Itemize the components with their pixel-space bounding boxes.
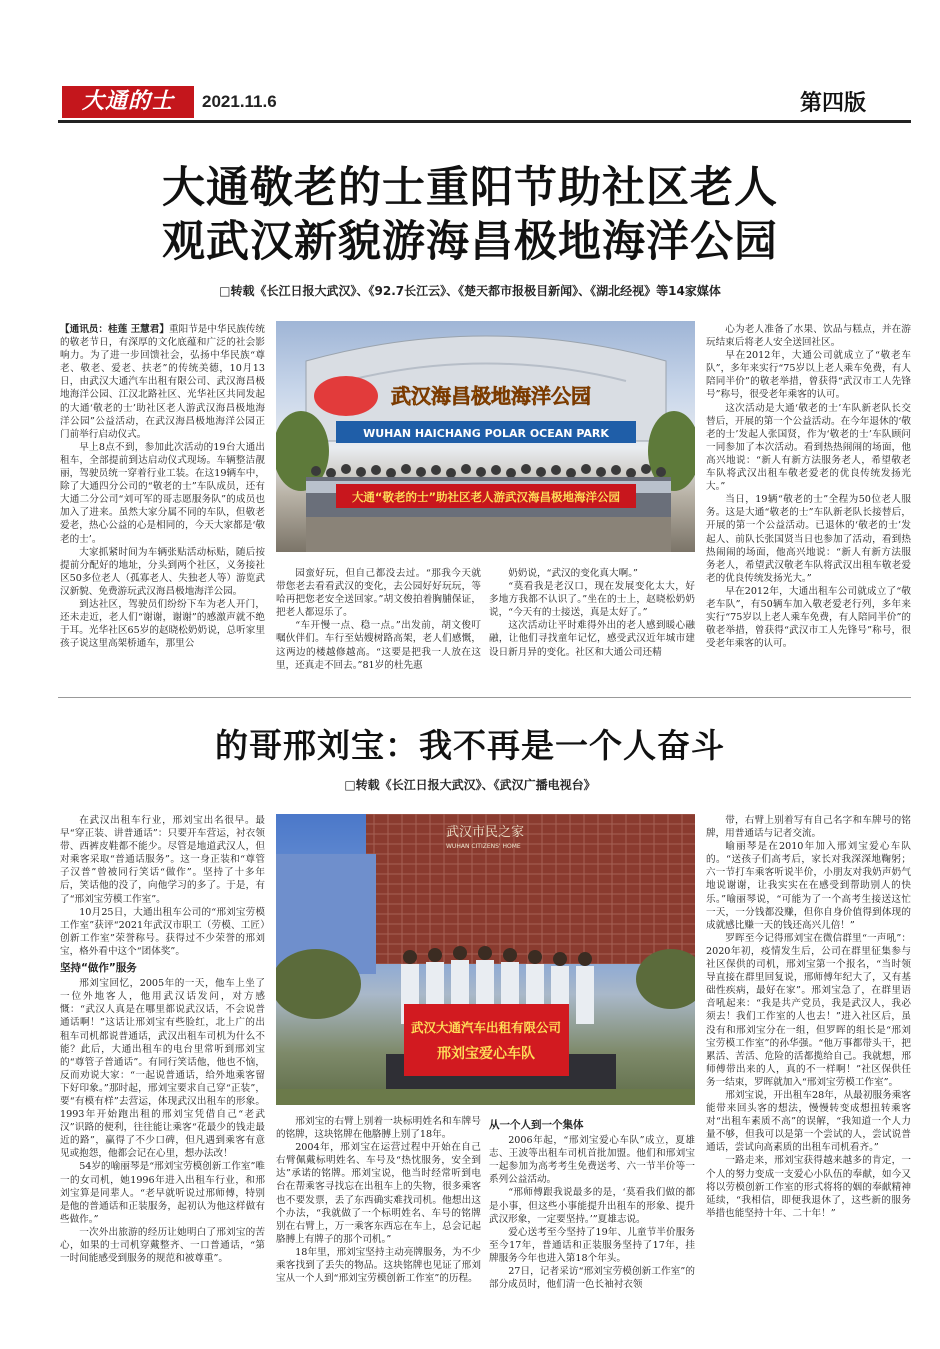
paragraph: 大家抓紧时间为车辆张贴活动标贴，随后按提前分配好的地址，分头到两个社区，义务接社区50多位老人（孤寡老人、失独老人等）游览武汉新貌、免费游玩武汉海昌极地海洋公园。 [60,546,265,597]
section-subhead: 坚持“做作”服务 [60,962,137,975]
article2-photo [276,814,695,1105]
section-subhead: 从一个人到一个集体 [489,1119,584,1131]
photo-banner-text: 大通“敬老的士”助社区老人游武汉海昌极地海洋公园 [351,490,621,504]
paragraph: 一次外出旅游的经历让她明白了邢刘宝的苦心，如果的士司机穿戴整齐、一口普通话，“第一时间能感受到服务的规范和被尊重”。 [60,1226,265,1265]
paragraph: 邢刘宝的右臂上别着一块标明姓名和车牌号的铭牌，这块铭牌在他胳膊上别了18年。 [276,1116,481,1141]
article2-source: □转载《长江日报大武汉》、《武汉广播电视台》 [344,778,596,792]
paragraph [60,323,265,441]
paragraph: 一路走来，邢刘宝获得越来越多的肯定，一个人的努力变成一支爱心小队伍的奉献，如今又将以劳模创新工作室的形式将将的姻的奉献精神延续，“我相信，即便我退休了，这些新的服务举措也能坚持十年、二十年！” [706,1155,911,1219]
paragraph: “莫看我是老汉口，现在发展变化太大，好多地方我都不认识了。”坐在的士上，赵晓松奶奶说，“今天有的士接送，真是太好了。” [489,581,695,619]
paragraph: “邢师傅跟我说最多的是，‘莫看我们做的都是小事，但这些小事能提升出租车的形象、提升武汉形象，一定要坚持。’”夏雄志说。 [489,1187,695,1225]
building-sign-cn: 武汉市民之家 [446,825,525,840]
paragraph: 喻丽琴是在2010年加入邢刘宝爱心车队的。“送孩子们高考后，家长对我深深地鞠躬；六一节打车乘客听说半价，小朋友对我奶声奶气地说谢谢，让我实实在在感受到帮助别人的快乐。”喻丽琴说，“可能为了一个高考生接送这忙一天，一分钱都没赚，但你自身价值得到体现的成就感比赚一天的钱还高兴儿倍！” [706,841,911,931]
paragraph: 这次活动是大通‘敬老的士’车队新老队长交替后，开展的第一个公益活动。在今年退休的‘敬老的士’发起人张国贤，作为‘敬老的士’车队顾问一同参加了本次活动。看到热热闹闹的场面，他高兴地说：“新人有新方法服务老人，希望敬老车队将武汉出租车敬老爱老的优良传统发扬光大。” [706,402,911,493]
paragraph: 2006年起，“邢刘宝爱心车队”成立，夏雄志、王波等出租车司机首批加盟。他们和邢刘宝一起参加为高考考生免费送考、六一节半价等一系列公益活动。 [489,1135,695,1186]
paragraph: 早在2012年，大通出租车公司就成立了“敬老车队”，有50辆车加入敬老爱老行列，多年来实行“75岁以上老人乘车免费，有人陪同半价”的敬老举措，曾获得“武汉市工人先锋号”称号，很受老年乘客的认可。 [706,585,911,650]
article2-column-3 [489,1115,695,1335]
article2-column-2 [276,1115,481,1335]
photo-team-banner [276,814,695,1105]
paragraph: 早在2012年，大通公司就成立了“敬老车队”，多年来实行“75岁以上老人乘车免费，有人陪同半价”的敬老举措，曾获得“武汉市工人先锋号”称号，很受老年乘客的认可。 [706,350,911,401]
paragraph: 27日，记者采访“邢刘宝劳模创新工作室”的部分成员时，他们清一色长袖衬衣领 [489,1266,695,1291]
article1-column-3 [489,567,695,692]
article1-column-4 [706,323,911,691]
park-sign-en: WUHAN HAICHANG POLAR OCEAN PARK [363,427,609,440]
article1-title-line2: 观武汉新貌游海昌极地海洋公园 [162,217,778,267]
photo-group-ocean-park [276,321,695,552]
article-divider [58,697,911,698]
masthead-rule [58,120,911,123]
paragraph: 园蛮好玩，但自己都没去过。“那我今天就带您老去看看武汉的变化，去公园好好玩玩，等哈再把您老安全送回家。”胡文俊拍着胸脯保证，把老人都逗乐了。 [276,568,481,619]
issue-date: 2021.11.6 [202,92,277,111]
banner-team: 邢刘宝爱心车队 [437,1046,535,1062]
paragraph: 2004年，邢刘宝在运营过程中开始在自己右臂佩戴标明姓名、车号及“热忱服务，安全到达”承诺的铭牌。邢刘宝说，他当时经常听到电台在帮乘客寻找忘在出租车上的失物，很多乘客也不要发票，丢了东西确实难找司机。他想出这个办法，“我就做了一个标明姓名、车号的铭牌别在右臂上，万一乘客东西忘在车上，总会记起胳膊上有牌子的那个司机。” [276,1142,481,1245]
paragraph: 到达社区，驾驶员们纷纷下车为老人开门，还未走近，老人们“谢谢，谢谢”的感激声就不绝于耳。光华社区65岁的赵晓松奶奶说，总听家里孩子说这里高架桥通车，那里公 [60,598,265,650]
article2-column-4 [706,814,911,1334]
paragraph: 这次活动让平时难得外出的老人感到暖心融融，让他们寻找童年记忆，感受武汉近年城市建设日新月异的变化。社区和大通公司还精 [489,620,695,658]
article2-title: 的哥邢刘宝：我不再是一个人奋斗 [215,726,725,765]
article1-column-1 [60,323,265,691]
paragraph-text: 重阳节是中华民族传统的敬老节日，有深厚的文化底蕴和广泛的社会影响力。为了进一步回馈社会，弘扬中华民族“尊老、敬老、爱老、扶老”的传统美德，10月13日，由武汉大通汽车出租有限公司、武汉海昌极地海洋公园、江汉北路社区、光华社区共同发起的大通‘敬老的士’助社区老人游武汉海昌极地海洋公园”公益活动，在武汉海昌极地海洋公园正门前举行启动仪式。 [60,324,265,440]
paragraph: 奶奶说，“武汉的变化真大啊。” [508,568,638,579]
paragraph: 心为老人准备了水果、饮品与糕点，并在游玩结束后将老人安全送回社区。 [706,324,911,349]
article1-photo [276,321,695,552]
paragraph: “车开慢一点、稳一点。”出发前，胡文俊叮嘱伙伴们。车行至姑嫂树路高架，老人们感慨，这两边的楼越修越高。“这要是把我一人放在这里，还真走不回去。”81岁的杜先惠 [276,620,481,671]
paragraph: 带，右臂上别着写有自己名字和车牌号的铭牌，用普通话与记者交流。 [706,815,911,840]
article1-column-2 [276,567,481,692]
park-sign-cn: 武汉海昌极地海洋公园 [391,384,591,408]
building-sign-en: WUHAN CITIZENS' HOME [446,843,521,850]
paragraph: 当日，19辆“敬老的士”全程为50位老人服务。这是大通“敬老的士”车队新老队长接替后，开展的第一个公益活动。已退休的‘敬老的士’发起人、前队长张国贤当日也参加了活动，看到热热闹闹的场面，他高兴地说：“新人有新方法服务老人，希望武汉敬老车队将武汉出租车敬老爱老的优良传统发扬光大。” [706,494,911,584]
article2-column-1 [60,814,265,1334]
edition-label: 第四版 [800,91,867,116]
paragraph: 10月25日，大通出租车公司的“邢刘宝劳模工作室”获评“2021年武汉市职工（劳模、工匠）创新工作室”荣誉称号。获得过不少荣誉的邢刘宝，格外看中这个“团体奖”。 [60,906,265,957]
paragraph: 54岁的喻丽琴是“邢刘宝劳模创新工作室”唯一的女司机，她1996年进入出租车行业，和邢刘宝算是同辈人。“老早就听说过邢师傅，特别是他的普通话和正装服务，起初认为他这样做有些做作。” [60,1161,265,1225]
byline: 【通讯员：桂莲 王慧君】 [60,324,169,335]
paragraph: 早上8点不到，参加此次活动的19台大通出租车，全部提前到达启动仪式现场。车辆整洁靓丽，驾驶员统一穿着行业工装。在这19辆车中，除了大通四分公司的“敬老的士”车队成员，还有大通二分公司“刘可军的哥志愿服务队”的成员也加入了进来。虽然大家分属不同的车队，但敬老爱老，热心公益的心是相同的，今天大家都是‘敬老的士’。 [60,441,265,545]
paragraph: 18年里，邢刘宝坚持主动亮牌服务，为不少乘客找到了丢失的物品。这块铭牌也见证了邢刘宝从一个人到“邢刘宝劳模创新工作室”的历程。 [276,1246,481,1285]
paragraph: 在武汉出租车行业，邢刘宝出名很早。最早“穿正装、讲普通话”：只要开车营运，衬衣领带、西裤皮鞋都不能少。尽管是地道武汉人，但对乘客采取“普通话服务”。这一身正装和“尊管子汉普”曾被同行笑话“做作”。坚持了十多年后，笑话他的没了，向他学习的多了。于是，有了“邢刘宝劳模工作室”。 [60,815,265,905]
paragraph: 罗晖至今记得邢刘宝在微信群里“一声吼”：2020年初，疫情发生后，公司在群里征集参与社区保供的司机，邢刘宝第一个报名，“当时领导直接在群里回复说，邢师傅年纪大了，又有基础性疾病，最好在家”。邢刘宝急了，在群里语音吼起来：“我是共产党员，我是武汉人，我必须去！我们工作室的人也去！”进入社区后，虽没有和邢刘宝分在一组，但罗晖的组长是“邢刘宝劳模工作室”的孙华强。“他万事都带头干，把累活、苦活、危险的活都揽给自己。我就想，邢师傅带出来的人，真的不一样啊！”社区保供任务一结束，罗晖就加入“邢刘宝劳模工作室”。 [706,932,911,1088]
paragraph: 邢刘宝回忆，2005年的一天，他车上坐了一位外地客人，他用武汉话发问，对方感慨：“武汉人真是在哪里都说武汉话，不会说普通话啊！”这话让邢刘宝有些脸红，北上广的出租车司机都说普通话，武汉出租车司机为什么不能？此后，大通出租车的电台里常听到邢刘宝的“尊管子普通话”。有同行笑话他，他也不恼，反而劝说大家：“一起说普通话，给外地乘客留下好印象。”那时起，邢刘宝要求自己穿“正装”，要“有模有样”去营运，体现武汉出租车的形象。1993年开始跑出租的邢刘宝凭借自己“老武汉”识路的便利，往往能让乘客“花最少的钱走最近的路”，赢得了不少口碑，但凡遇到乘客有意见或抱怨，他都会记在心里，想办法改！ [60,978,265,1160]
paragraph: 邢刘宝说，开出租车28年，从最初服务乘客能带来回头客的想法，慢慢转变成想扭转乘客对“出租车素质不高”的误解，“我知道一个人力量不够，但我可以是第一个尝试的人，尝试说普通话，尝试向高素质的出租车司机看齐。” [706,1089,911,1154]
masthead-logo: 大通的士 [62,86,194,118]
banner-company: 武汉大通汽车出租有限公司 [410,1020,562,1035]
article1-source: □转载《长江日报大武汉》、《92.7长江云》、《楚天都市报极目新闻》、《湖北经视》等14家媒体 [219,284,721,298]
paragraph: 爱心送考至今坚持了19年、儿童节半价服务至今17年，普通话和正装服务坚持了17年，挂牌服务今年也进入第18个年头。 [489,1226,695,1264]
article1-title-line1: 大通敬老的士重阳节助社区老人 [162,163,778,213]
